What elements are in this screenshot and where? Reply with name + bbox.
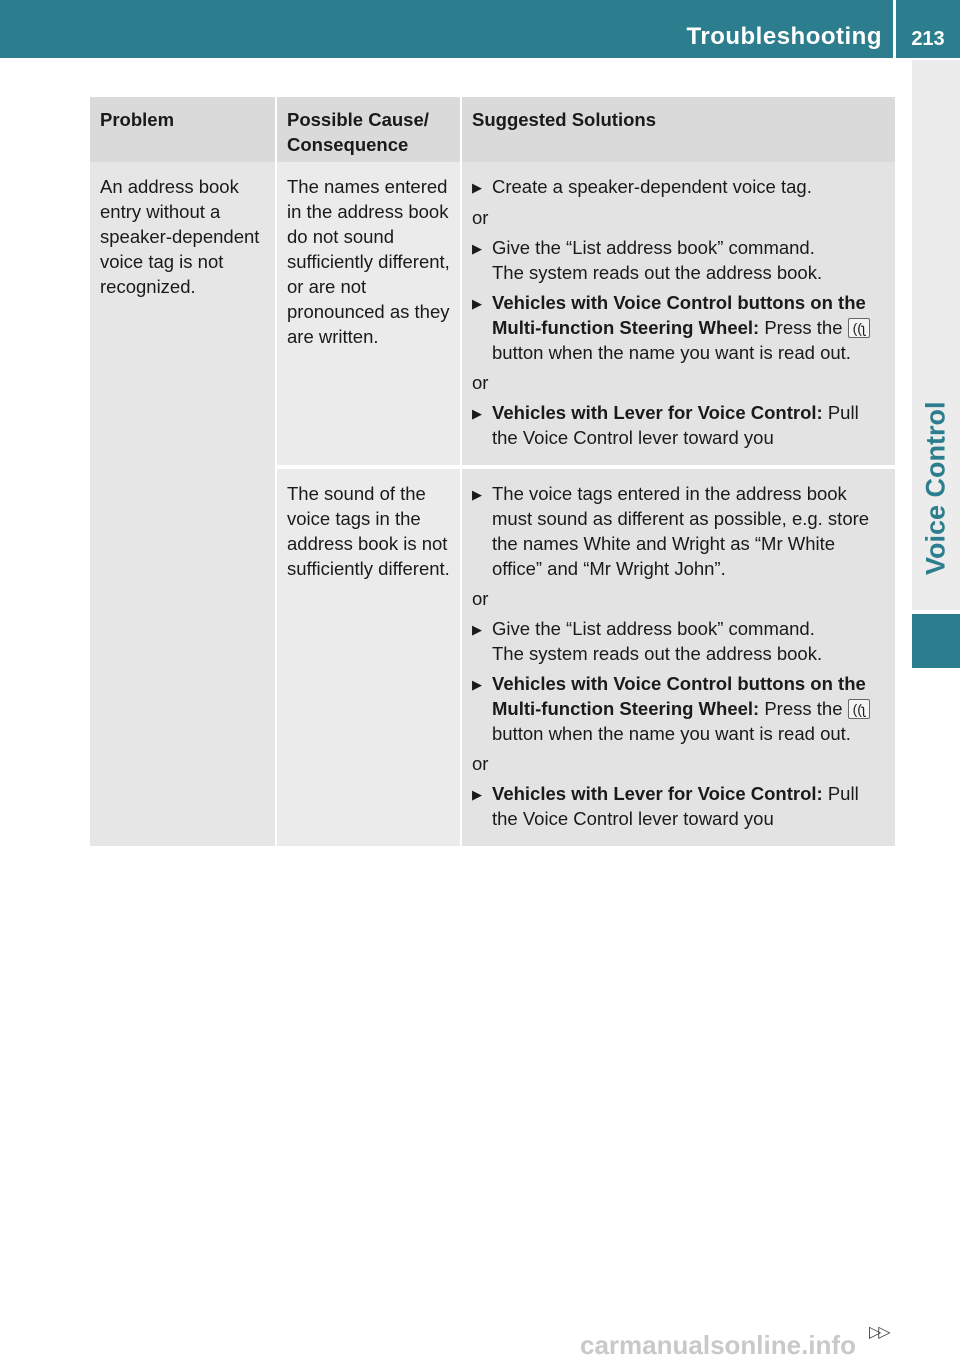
continue-arrows-icon: ▷▷ bbox=[869, 1324, 888, 1341]
solution-line: Give the “List address book” command. bbox=[492, 618, 815, 639]
solution-step bbox=[472, 481, 885, 581]
vehicle-condition: Vehicles with Lever for Voice Control: bbox=[492, 783, 823, 804]
solution-step bbox=[472, 174, 885, 200]
column-header-solutions: Suggested Solutions bbox=[461, 97, 895, 162]
or-separator: or bbox=[472, 372, 489, 393]
solution-fragment: button when the name you want is read out. bbox=[492, 723, 851, 744]
vehicle-condition: Vehicles with Voice Control buttons on the Multi-function Steering Wheel: bbox=[492, 292, 866, 338]
solution-step bbox=[472, 781, 885, 831]
arrow-right-icon: ▶ bbox=[472, 622, 482, 637]
page-number: 213 bbox=[911, 28, 945, 50]
solution-fragment: Pull the Voice Control lever toward you bbox=[492, 402, 859, 448]
side-tab-marker bbox=[912, 614, 960, 668]
voice-control-button-icon: ((ʅ bbox=[848, 699, 870, 719]
or-separator: or bbox=[472, 588, 489, 609]
arrow-right-icon: ▶ bbox=[472, 241, 482, 256]
solution-text: The voice tags entered in the address book must sound as different as possible, e.g. store the names White and Wright as “Mr White office” and “Mr Wright John”. bbox=[492, 483, 870, 579]
solution-step bbox=[472, 235, 885, 285]
column-header-problem: Problem bbox=[90, 97, 276, 162]
troubleshooting-table bbox=[90, 97, 895, 846]
page-header bbox=[0, 0, 960, 58]
solutions-cell bbox=[461, 467, 895, 846]
solution-line: The system reads out the address book. bbox=[492, 262, 823, 283]
arrow-right-icon: ▶ bbox=[472, 296, 482, 311]
arrow-right-icon: ▶ bbox=[472, 180, 482, 195]
section-title: Troubleshooting bbox=[686, 23, 882, 50]
column-header-cause: Possible Cause/ Consequence bbox=[276, 97, 461, 162]
solution-step bbox=[472, 400, 885, 450]
table-header-row bbox=[90, 97, 895, 162]
vehicle-condition: Vehicles with Lever for Voice Control: bbox=[492, 402, 823, 423]
or-separator: or bbox=[472, 753, 489, 774]
arrow-right-icon: ▶ bbox=[472, 487, 482, 502]
solution-fragment: Press the bbox=[764, 317, 843, 338]
arrow-right-icon: ▶ bbox=[472, 787, 482, 802]
solution-text: Create a speaker-dependent voice tag. bbox=[492, 176, 812, 197]
voice-control-button-icon: ((ʅ bbox=[848, 318, 870, 338]
solution-line: The system reads out the address book. bbox=[492, 643, 823, 664]
solution-text bbox=[492, 671, 885, 746]
or-separator: or bbox=[472, 207, 489, 228]
cause-cell: The names entered in the address book do not sound sufficiently different, or are not pronounced as they are written. bbox=[276, 162, 461, 467]
side-tab-label: Voice Control bbox=[920, 401, 951, 575]
vehicle-condition: Vehicles with Voice Control buttons on the Multi-function Steering Wheel: bbox=[492, 673, 866, 719]
watermark: carmanualsonline.info bbox=[580, 1330, 856, 1360]
arrow-right-icon: ▶ bbox=[472, 677, 482, 692]
solution-fragment: button when the name you want is read out. bbox=[492, 342, 851, 363]
problem-cell: An address book entry without a speaker-dependent voice tag is not recognized. bbox=[90, 162, 276, 846]
solution-fragment: Pull the Voice Control lever toward you bbox=[492, 783, 859, 829]
solution-step bbox=[472, 290, 885, 365]
solution-fragment: Press the bbox=[764, 698, 843, 719]
solution-text bbox=[492, 400, 885, 450]
side-tab bbox=[912, 60, 960, 610]
solution-text bbox=[492, 781, 885, 831]
solution-step bbox=[472, 616, 885, 666]
arrow-right-icon: ▶ bbox=[472, 406, 482, 421]
cause-cell: The sound of the voice tags in the address book is not sufficiently different. bbox=[276, 467, 461, 846]
header-divider bbox=[893, 0, 896, 58]
solution-line: Give the “List address book” command. bbox=[492, 237, 815, 258]
solution-text bbox=[492, 235, 885, 285]
solution-text bbox=[492, 616, 885, 666]
solutions-cell bbox=[461, 162, 895, 467]
solution-step bbox=[472, 671, 885, 746]
table-row bbox=[90, 162, 895, 467]
solution-text bbox=[492, 290, 885, 365]
